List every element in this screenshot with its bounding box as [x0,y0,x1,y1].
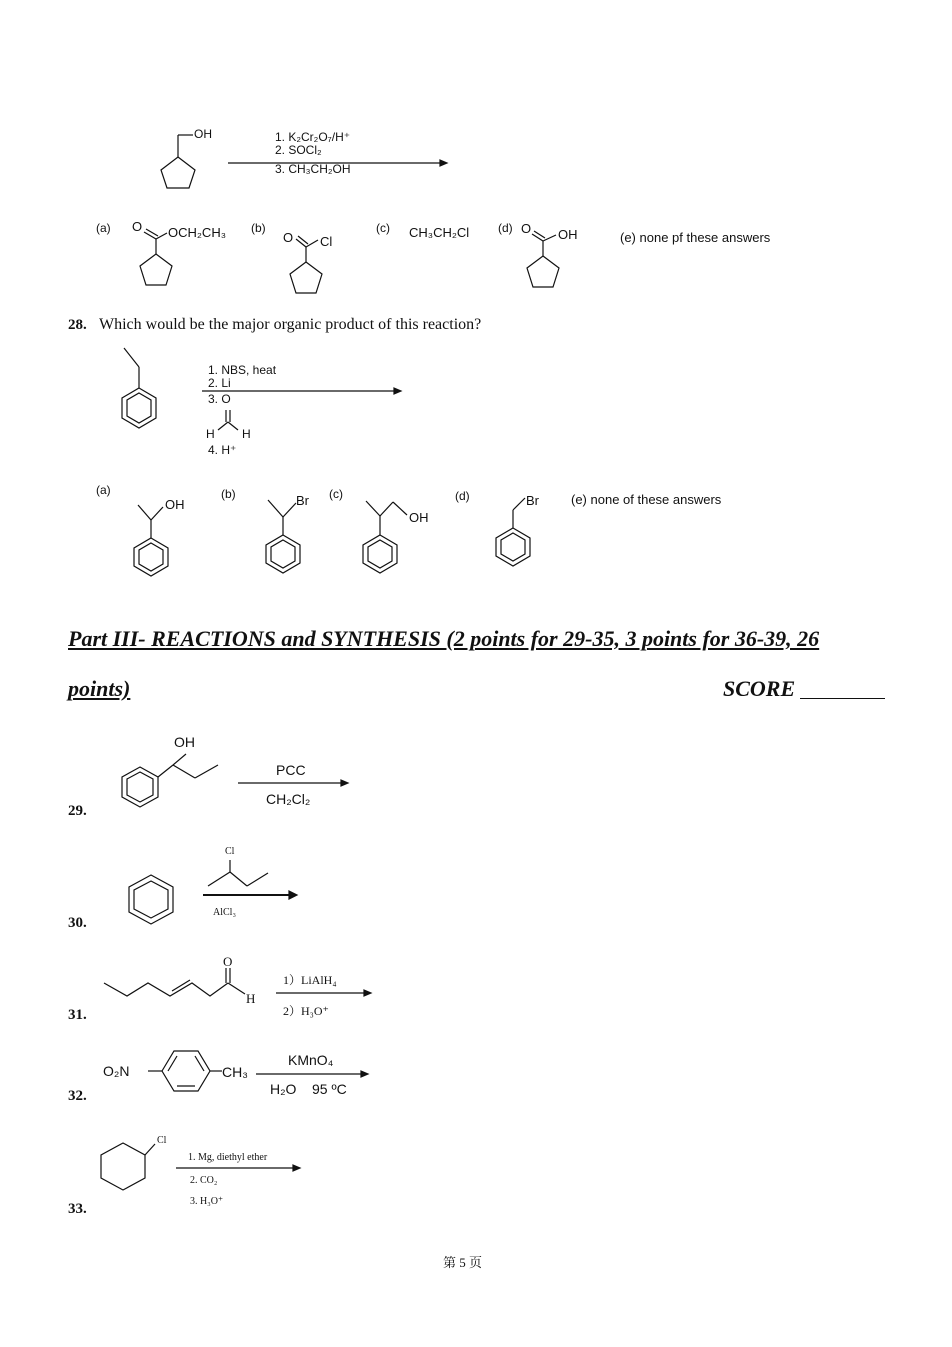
part3-heading-line1: Part III- REACTIONS and SYNTHESIS (2 points for 29-35, 3 points for 36-39, 26 [68,626,820,651]
q32-reagent-top: KMnO₄ [288,1052,334,1068]
q27-option-b-group: Cl [320,234,333,249]
q33-step1: 1. Mg, diethyl ether [188,1152,268,1163]
q28-option-b-group: Br [296,493,309,508]
q28-number: 28. [68,317,87,333]
q27-option-b-structure [290,236,322,293]
q28-condition-1: 1. NBS, heat [208,363,277,377]
q28-reactant-structure [122,348,156,428]
q30-reagent-bottom: AlCl₃ [213,907,236,918]
q31-step1: 1）LiAlH₄ [283,973,337,987]
q27-option-a-oxygen: O [132,219,143,234]
q32-number: 32. [68,1088,87,1104]
q31-o: O [223,954,233,969]
q27-option-d-oxygen: O [521,221,532,236]
q27-condition-2: 2. SOCl₂ [275,143,322,157]
q28-option-b-structure [266,500,300,573]
q28-condition-2: 2. Li [208,376,231,390]
q28-option-b-label[interactable]: (b) [221,487,236,501]
q31-h: H [246,991,256,1006]
q28-option-c-group: OH [409,510,429,525]
q28-option-d-group: Br [526,493,539,508]
q29-reagent-top: PCC [276,762,306,778]
part3-heading-line2: points) [68,676,131,701]
q28-question: Which would be the major organic product of this reaction? [99,316,482,333]
score-blank[interactable] [800,698,885,699]
q27-condition-1: 1. K₂Cr₂O₇/H⁺ [275,130,351,144]
q29-structure [122,754,218,807]
q27-option-c-text: CH₃CH₂Cl [409,225,470,240]
q33-structure [101,1143,155,1190]
q32-right-group: CH₃ [222,1064,248,1080]
q28-option-c-structure [363,501,407,573]
q28-formaldehyde-h-left: H [206,427,215,441]
q28-option-d-label[interactable]: (d) [455,489,470,503]
q28-option-a-group: OH [165,497,185,512]
q27-option-b-label[interactable]: (b) [251,221,266,235]
q29-oh: OH [174,734,195,750]
q28-formaldehyde-structure [218,410,238,430]
q27-option-a-group: OCH₂CH₃ [168,225,227,240]
q32-reagent-bottom: H₂O 95 ºC [270,1081,347,1097]
q28-condition-3: 3. O [208,392,231,406]
q33-step2: 2. CO₂ [190,1175,218,1186]
q32-left-group: O₂N [103,1063,130,1079]
q33-cl: Cl [157,1135,167,1146]
q27-option-d-structure [527,231,559,287]
q27-option-d-group: OH [558,227,578,242]
q33-step3: 3. H₃O⁺ [190,1196,224,1207]
q27-option-c-label[interactable]: (c) [376,221,390,235]
q27-option-e[interactable]: (e) none pf these answers [620,230,771,245]
q33-number: 33. [68,1201,87,1217]
score-label: SCORE [723,676,796,701]
q29-reagent-bottom: CH₂Cl₂ [266,791,311,807]
q31-number: 31. [68,1007,87,1023]
q27-reactant-oh: OH [194,127,212,141]
q28-option-a-structure [134,505,168,576]
q28-option-e[interactable]: (e) none of these answers [571,492,722,507]
q27-option-d-label[interactable]: (d) [498,221,513,235]
q28-formaldehyde-h-right: H [242,427,251,441]
q27-option-b-oxygen: O [283,230,294,245]
q30-number: 30. [68,915,87,931]
q28-option-d-structure [496,498,530,566]
q32-structure [148,1051,222,1091]
q30-cl: Cl [225,846,235,857]
q31-step2: 2）H₃O⁺ [283,1004,329,1018]
q28-option-c-label[interactable]: (c) [329,487,343,501]
q27-option-a-label[interactable]: (a) [96,221,111,235]
q31-structure [104,968,245,996]
q30-structure [129,860,268,924]
q28-option-a-label[interactable]: (a) [96,483,111,497]
q27-condition-3: 3. CH₃CH₂OH [275,162,351,176]
q27-reactant-structure [161,135,195,188]
q28-condition-4: 4. H⁺ [208,443,237,457]
page-number: 第 5 页 [443,1255,483,1270]
q29-number: 29. [68,803,87,819]
